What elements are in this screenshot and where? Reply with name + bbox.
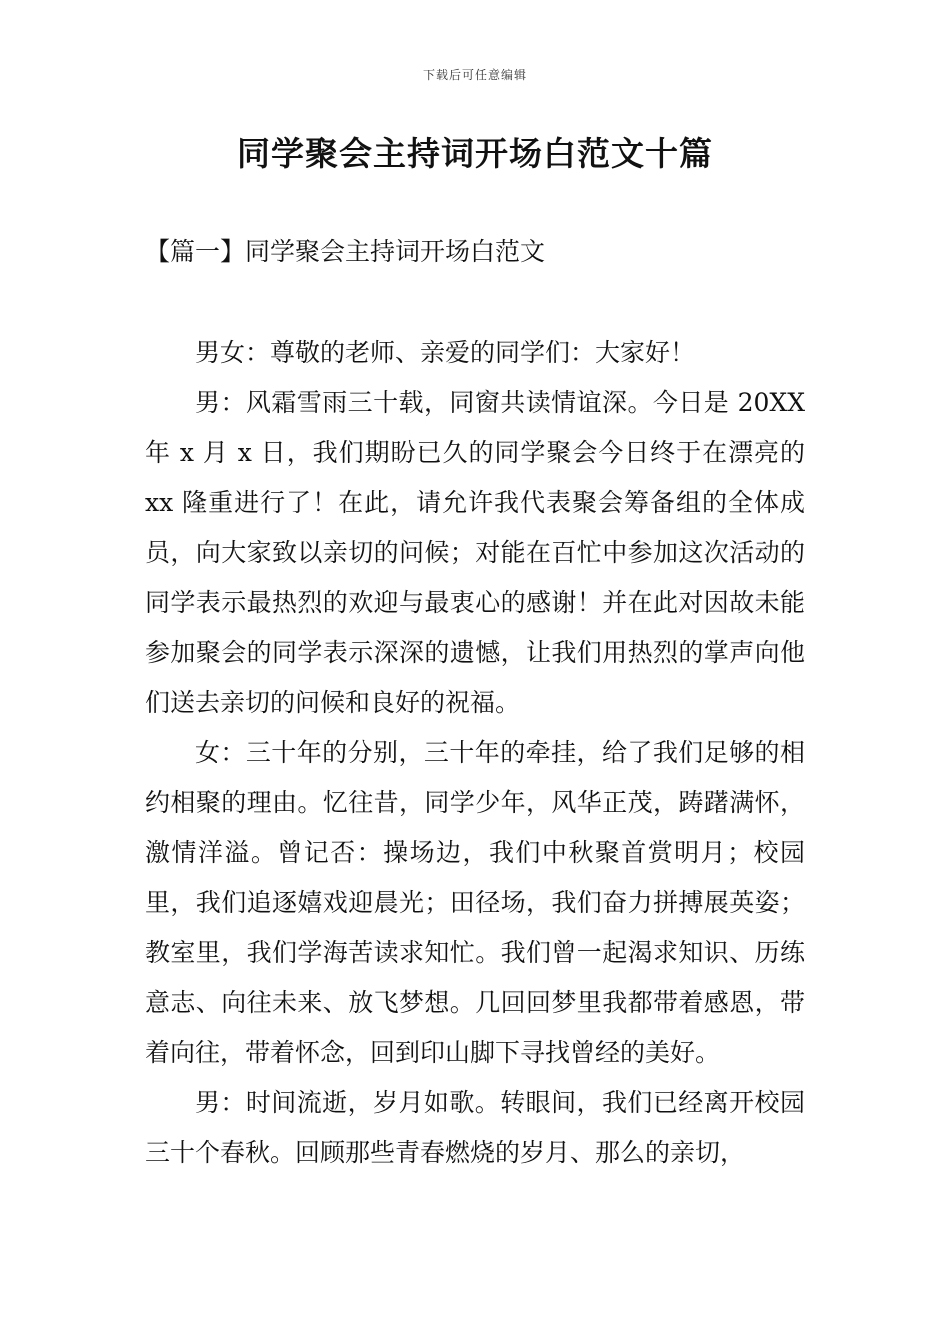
paragraph-male-time: 男：时间流逝，岁月如歌。转眼间，我们已经离开校园三十个春秋。回顾那些青春燃烧的岁月、那么的亲切， xyxy=(145,1088,805,1167)
paragraph-male-opening: 男：风霜雪雨三十载，同窗共读情谊深。今日是 20XX 年 x 月 x 日，我们期盼已久的同学聚会今日终于在漂亮的 xx 隆重进行了！在此，请允许我代表聚会筹备组的全体成员，向大家致以亲切的问候；对能在百忙中参加这次活动的同学表示最热烈的欢迎与最衷心的感谢！并在此对因故未能参加聚会的同学表示深深的遗憾，让我们用热烈的掌声向他们送去亲切的问候和良好的祝福。 xyxy=(145,388,805,717)
page-header-note: 下载后可任意编辑 xyxy=(422,68,527,82)
paragraph-greeting: 男女：尊敬的老师、亲爱的同学们：大家好！ xyxy=(195,338,696,367)
document-body xyxy=(145,328,805,1178)
section-heading: 【篇一】同学聚会主持词开场白范文 xyxy=(145,237,546,266)
document-title: 同学聚会主持词开场白范文十篇 xyxy=(237,134,713,173)
paragraph-female-reminiscence: 女：三十年的分别，三十年的牵挂，给了我们足够的相约相聚的理由。忆往昔，同学少年，风华正茂，踌躇满怀，激情洋溢。曾记否：操场边，我们中秋聚首赏明月；校园里，我们追逐嬉戏迎晨光；田径场，我们奋力拼搏展英姿；教室里，我们学海苦读求知忙。我们曾一起渴求知识、历练意志、向往未来、放飞梦想。几回回梦里我都带着感恩，带着向往，带着怀念，回到印山脚下寻找曾经的美好。 xyxy=(145,738,805,1067)
